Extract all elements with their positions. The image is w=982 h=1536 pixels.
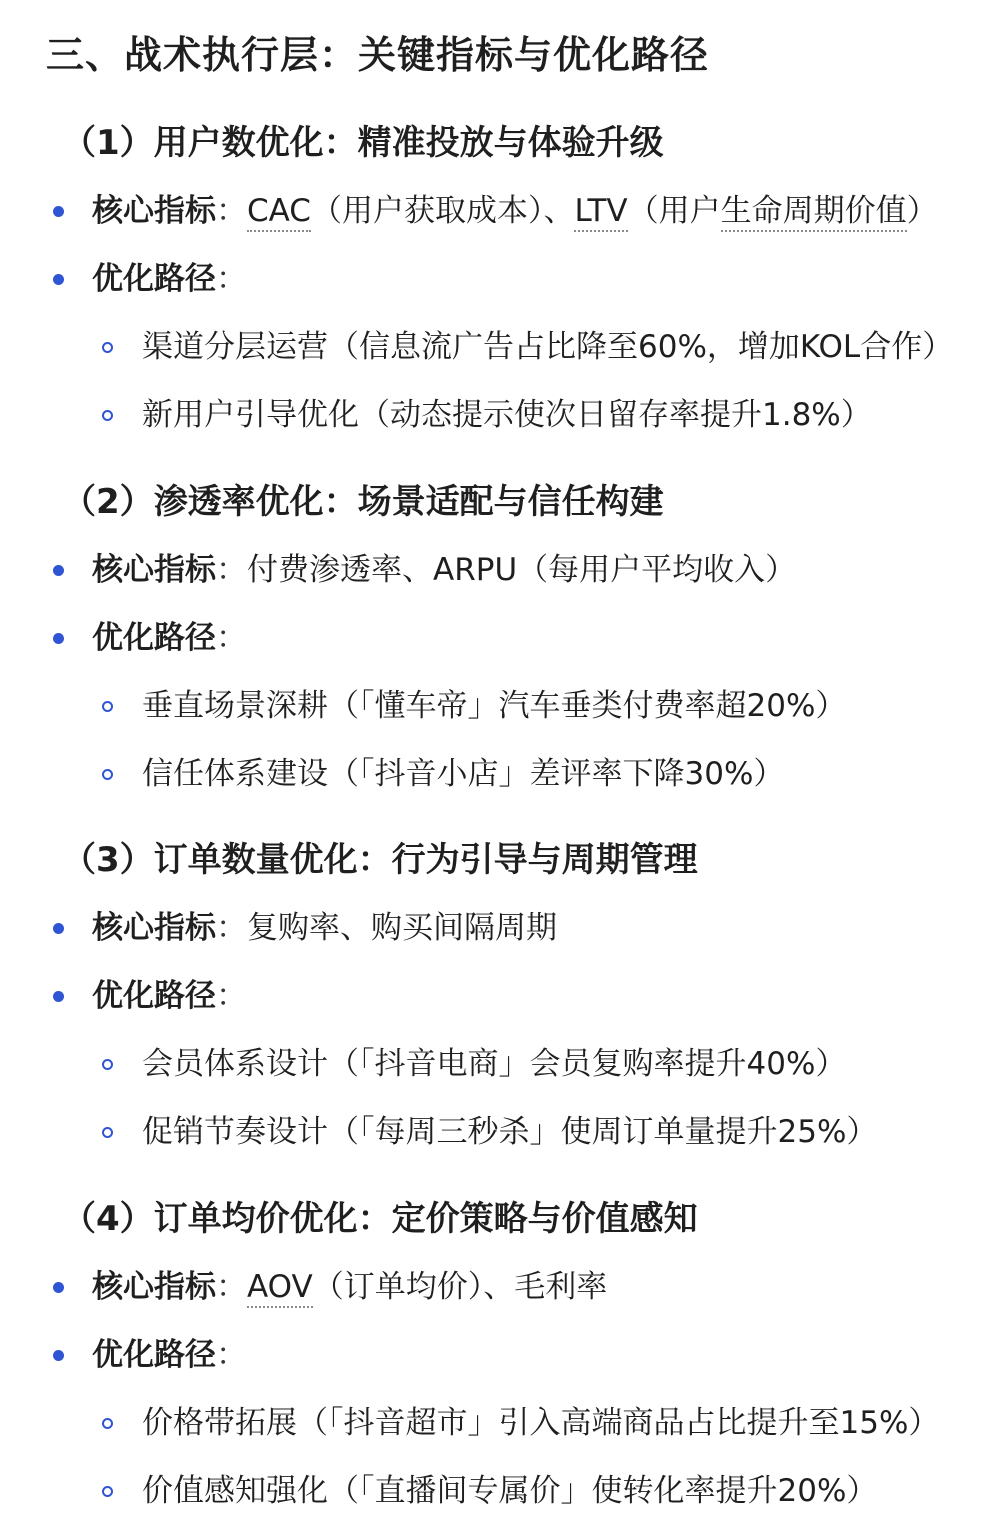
sub-list-item [0,1398,982,1448]
section-heading-4: （4）订单均价优化：定价策略与价值感知 [62,1199,698,1239]
label-colon: ： [216,552,247,588]
list-item-core-metrics-2 [0,545,982,595]
bullet-circle-icon [102,1059,113,1070]
bullet-dot-icon [53,991,64,1002]
metrics-text: （用户获取成本）、 [310,193,575,229]
metrics-text: 付费渗透率、ARPU（每用户平均收入） [247,552,797,588]
bullet-circle-icon [102,1486,113,1497]
list-item-core-metrics-3 [0,903,982,953]
list-item-optimization-path-4 [0,1330,982,1380]
label-colon: ： [216,1337,247,1373]
list-item-core-metrics-4 [0,1262,982,1312]
label-colon: ： [216,261,247,297]
sub-list-item [0,1039,982,1089]
path-text: 垂直场景深耕（「懂车帝」汽车垂类付费率超20%） [142,688,847,724]
label-colon: ： [216,193,247,229]
bullet-circle-icon [102,1418,113,1429]
bullet-circle-icon [102,1127,113,1138]
path-text: 渠道分层运营（信息流广告占比降至60%，增加KOL合作） [142,329,954,365]
bullet-circle-icon [102,701,113,712]
core-metrics-label: 核心指标 [92,193,216,229]
term-ltv[interactable]: LTV [574,193,627,232]
optimization-path-label: 优化路径 [92,620,216,656]
path-text: 价格带拓展（「抖音超市」引入高端商品占比提升至15%） [142,1405,940,1441]
path-text: 价值感知强化（「直播间专属价」使转化率提升20%） [142,1473,878,1509]
list-item-optimization-path-1 [0,254,982,304]
label-colon: ： [216,620,247,656]
bullet-dot-icon [53,1350,64,1361]
metrics-text: 复购率、购买间隔周期 [247,910,557,946]
term-aov[interactable]: AOV [247,1269,313,1308]
bullet-dot-icon [53,274,64,285]
path-text: 会员体系设计（「抖音电商」会员复购率提升40%） [142,1046,847,1082]
bullet-circle-icon [102,769,113,780]
metrics-text: （订单均价）、毛利率 [312,1269,608,1305]
path-text: 促销节奏设计（「每周三秒杀」使周订单量提升25%） [142,1114,878,1150]
sub-list-item [0,1107,982,1157]
core-metrics-label: 核心指标 [92,552,216,588]
metrics-text: （用户 [627,193,721,229]
section-heading-2: （2）渗透率优化：场景适配与信任构建 [62,482,664,522]
metrics-text: ） [906,193,938,229]
optimization-path-label: 优化路径 [92,978,216,1014]
bullet-dot-icon [53,1282,64,1293]
core-metrics-label: 核心指标 [92,910,216,946]
label-colon: ： [216,910,247,946]
list-item-optimization-path-2 [0,613,982,663]
bullet-dot-icon [53,923,64,934]
bullet-dot-icon [53,565,64,576]
label-colon: ： [216,1269,247,1305]
sub-list-item [0,390,982,440]
core-metrics-label: 核心指标 [92,1269,216,1305]
bullet-circle-icon [102,342,113,353]
list-item-optimization-path-3 [0,971,982,1021]
page-title: 三、战术执行层：关键指标与优化路径 [46,33,710,77]
term-cac[interactable]: CAC [247,193,311,232]
bullet-dot-icon [53,206,64,217]
list-item-core-metrics-1 [0,186,982,236]
section-heading-1: （1）用户数优化：精准投放与体验升级 [62,123,664,163]
optimization-path-label: 优化路径 [92,1337,216,1373]
term-lifecycle-value[interactable]: 生命周期价值 [721,193,907,232]
bullet-dot-icon [53,633,64,644]
path-text: 信任体系建设（「抖音小店」差评率下降30%） [142,756,785,792]
sub-list-item [0,322,982,372]
sub-list-item [0,1466,982,1516]
sub-list-item [0,681,982,731]
path-text: 新用户引导优化（动态提示使次日留存率提升1.8%） [142,397,872,433]
optimization-path-label: 优化路径 [92,261,216,297]
bullet-circle-icon [102,410,113,421]
label-colon: ： [216,978,247,1014]
section-heading-3: （3）订单数量优化：行为引导与周期管理 [62,840,698,880]
sub-list-item [0,749,982,799]
